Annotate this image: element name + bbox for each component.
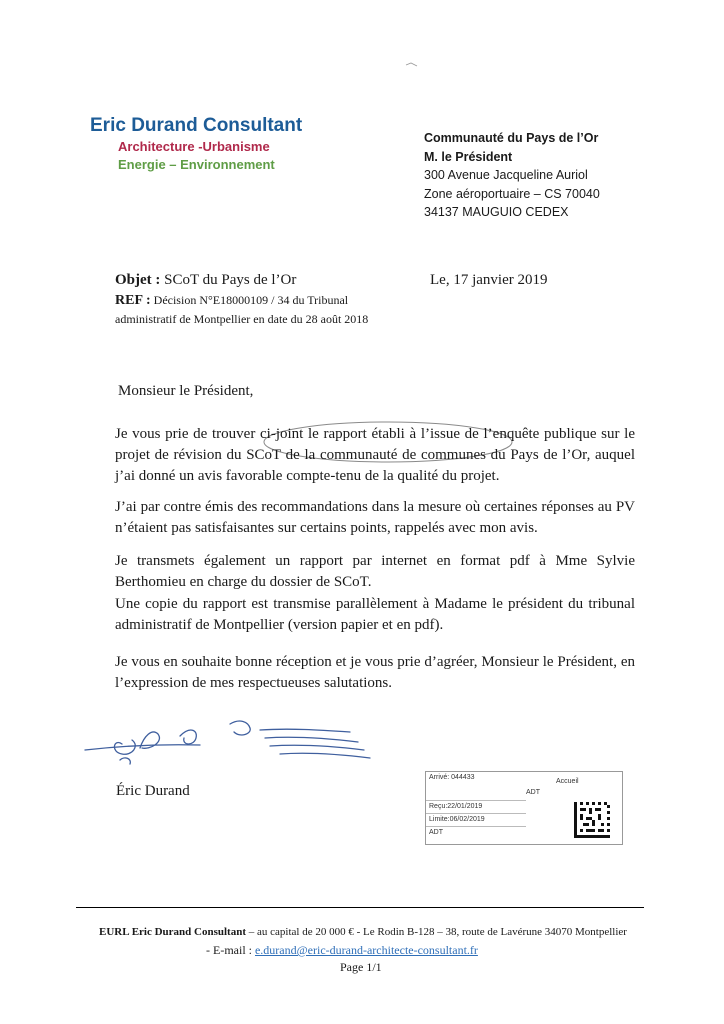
stamp-reception-label: Accueil [556,778,579,785]
footer-email-label: - E-mail : [206,943,252,957]
stamp-deadline-date: Limite:06/02/2019 [426,813,526,824]
reference-line [115,293,348,309]
subject-label: Objet : [115,272,161,288]
reference-text-continued: administratif de Montpellier en date du 28 août 2018 [115,312,369,326]
recipient-title: M. le Président [424,149,513,164]
subject-line [115,272,296,289]
body-paragraph: J’ai par contre émis des recommandations dans la mesure où certaines réponses au PV n’étaient pas satisfaisantes sur certains points, rappelés avec mon avis. [115,499,635,536]
footer-capital-address: – au capital de 20 000 € - Le Rodin B-128 – 38, route de Lavérune 34070 Montpellier [246,926,627,938]
stamp-received-date: Reçu:22/01/2019 [426,800,526,811]
reference-label: REF : [115,293,151,308]
reception-stamp [425,771,623,845]
signatory-name: Éric Durand [116,783,190,799]
stamp-service: ADT [526,789,540,796]
recipient-organisation: Communauté du Pays de l’Or [424,131,599,145]
recipient-street: 300 Avenue Jacqueline Auriol [424,168,588,182]
stamp-arrival-number: Arrivé: 044433 [429,774,475,781]
footer-email-link[interactable]: e.durand@eric-durand-architecte-consultant.fr [254,943,478,957]
reference-text: Décision N°E18000109 / 34 du Tribunal [153,293,349,307]
company-tagline-architecture: Architecture -Urbanisme [118,139,270,154]
page-number: Page 1/1 [340,960,382,974]
salutation: Monsieur le Président, [118,383,254,399]
recipient-zone: Zone aéroportuaire – CS 70040 [424,186,600,201]
body-paragraph: Je vous prie de trouver ci-joint le rapport établi à l’issue de l’enquête publique sur le projet de révision du SCoT de la communauté de communes du Pays de l’Or, auquel j’ai donné un avis favorable compte-tenu de la qualité du projet. [115,426,635,484]
scan-mark-icon [405,60,419,70]
subject-text: SCoT du Pays de l’Or [164,272,297,288]
recipient-city: 34137 MAUGUIO CEDEX [424,205,569,219]
recipient-address [424,129,600,222]
body-paragraph: Je transmets également un rapport par internet en format pdf à Mme Sylvie Berthomieu en charge du dossier de SCoT. [115,553,635,590]
footer-company-name: EURL Eric Durand Consultant [99,926,247,938]
datamatrix-code-icon [574,802,610,838]
stamp-assignee: ADT [426,826,526,837]
company-tagline-energy: Energie – Environnement [118,157,275,172]
footer-company-info [99,926,627,938]
company-name: Eric Durand Consultant [90,115,303,136]
footer-divider [76,907,644,908]
handwritten-signature [80,708,380,778]
footer-contact [206,943,478,958]
body-paragraph: Une copie du rapport est transmise parallèlement à Madame le président du tribunal administratif de Montpellier (version papier et en pdf). [115,596,635,633]
letter-date: Le, 17 janvier 2019 [430,272,548,288]
body-paragraph: Je vous en souhaite bonne réception et je vous prie d’agréer, Monsieur le Président, en l’expression de mes respectueuses salutations. [115,654,635,691]
